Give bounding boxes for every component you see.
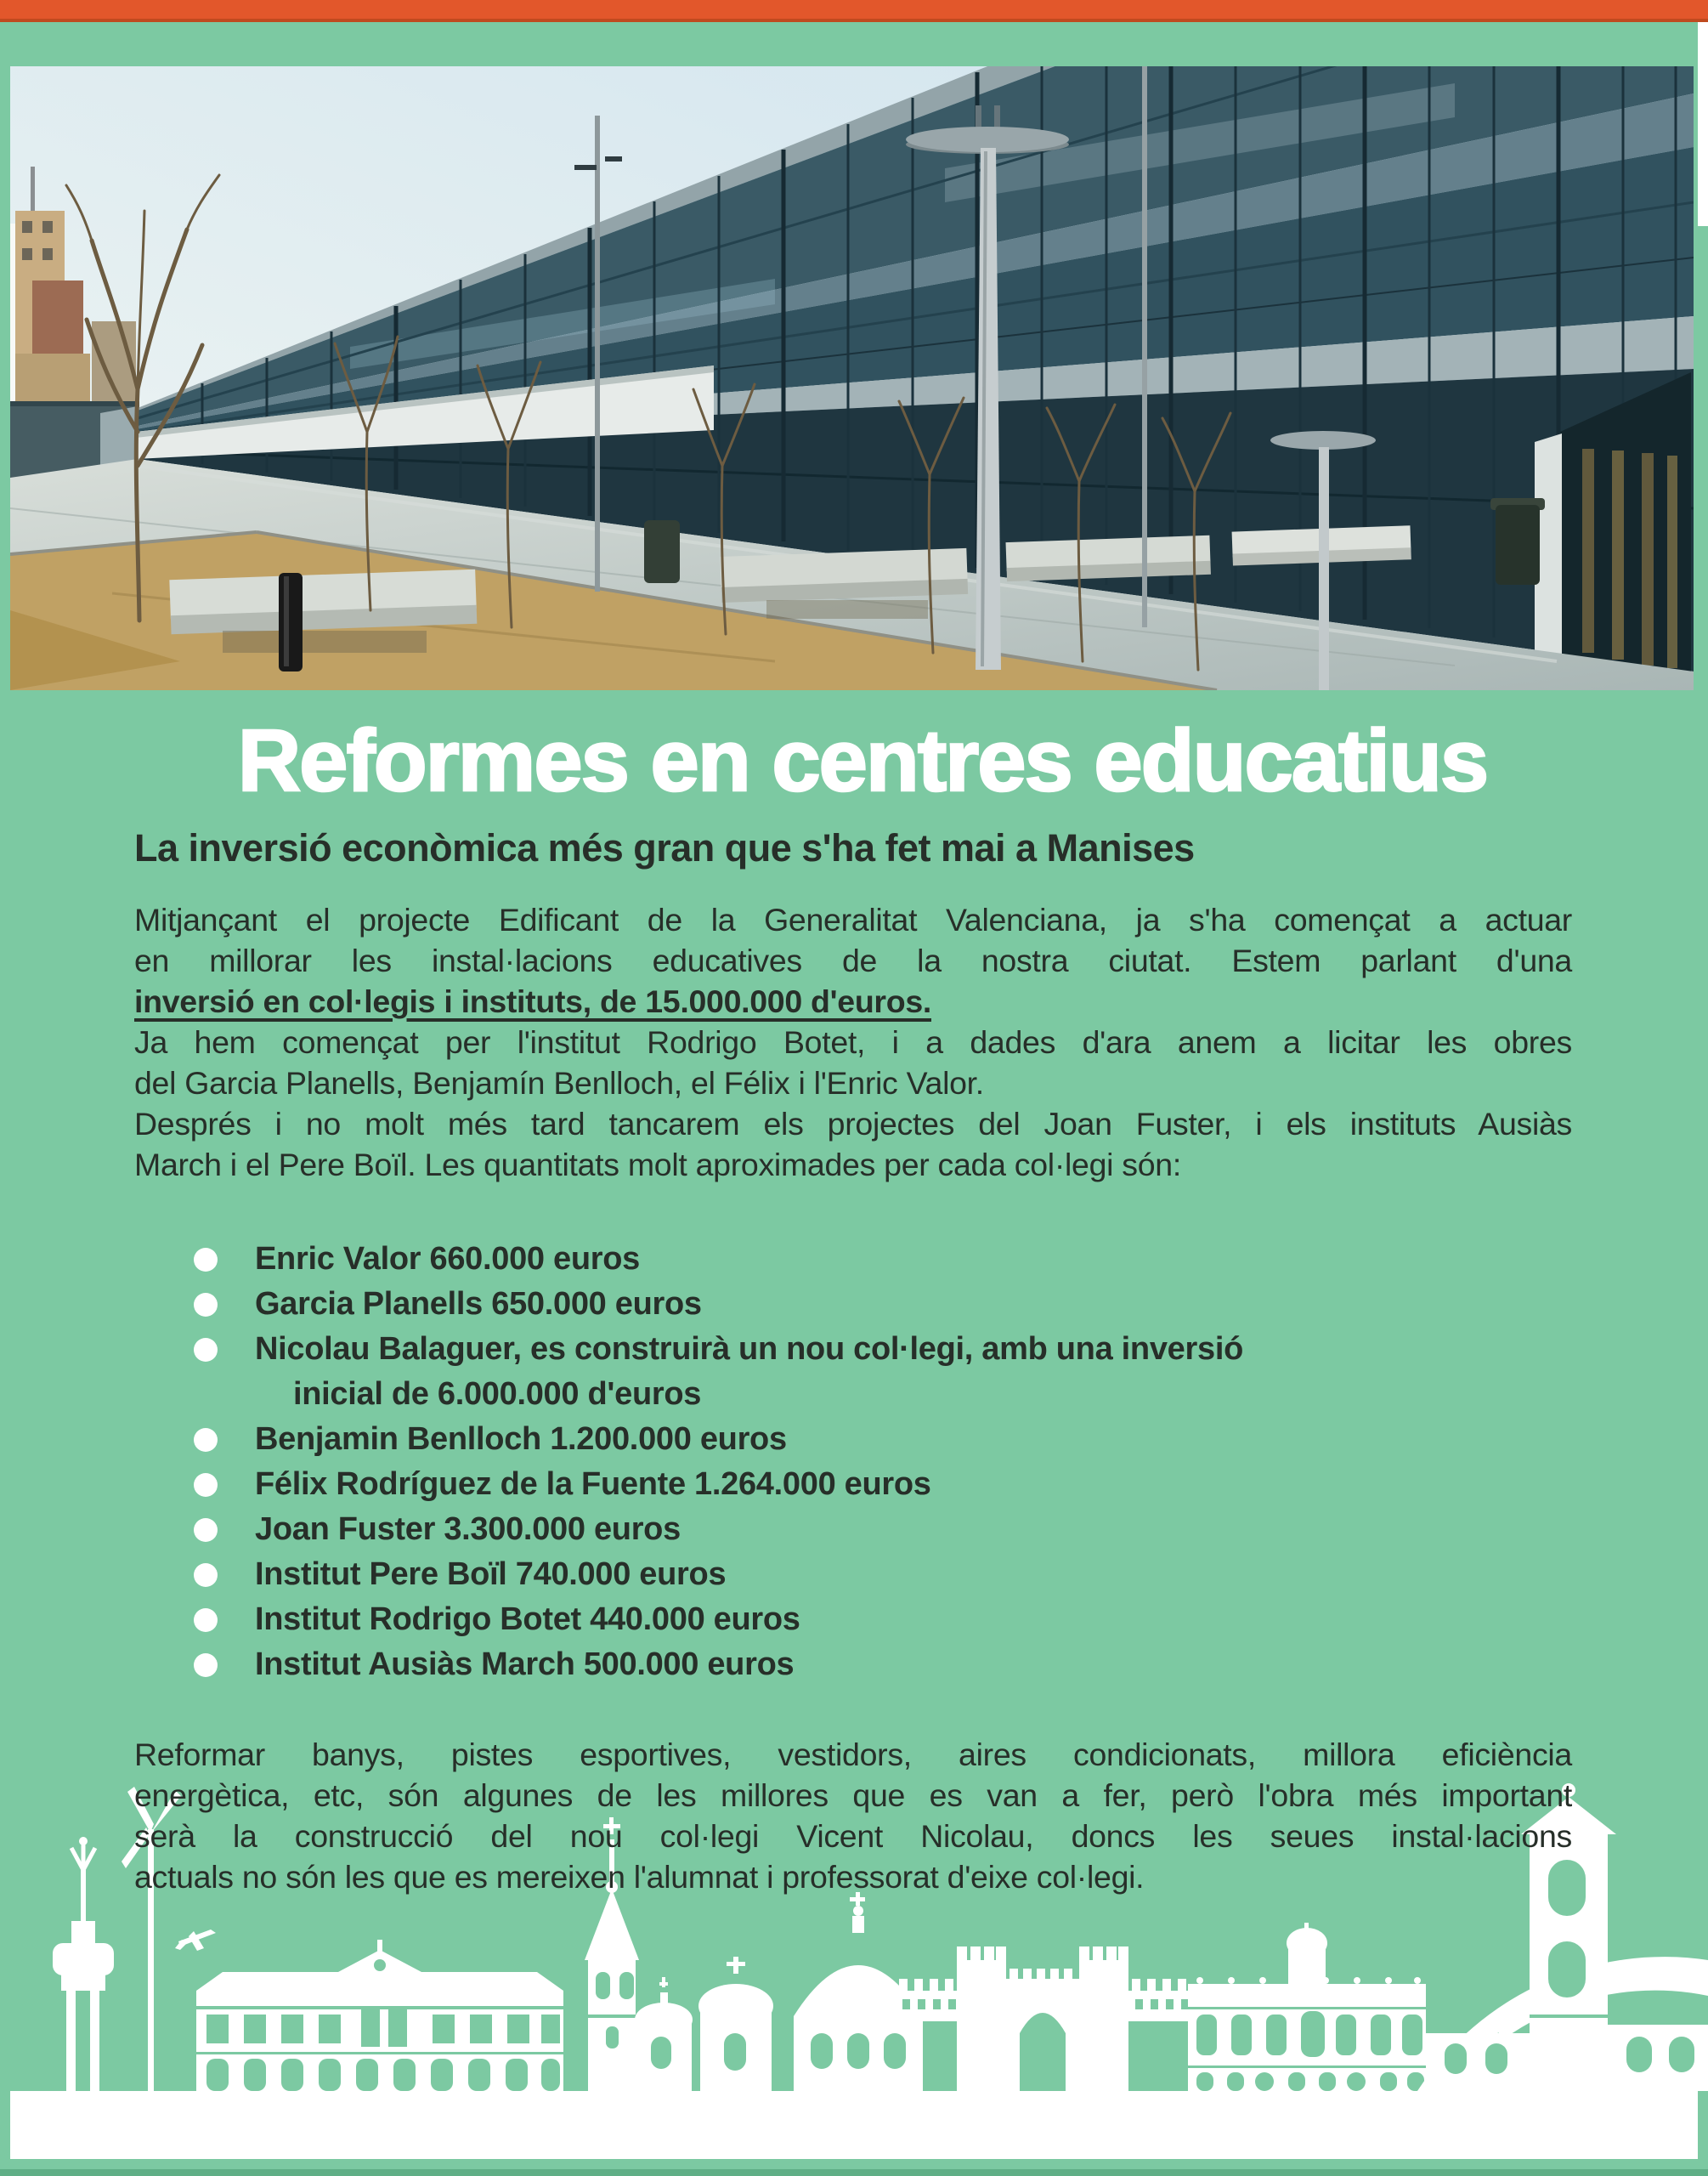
control-tower [53, 1837, 114, 2093]
intro-line: Ja hem començat per l'institut Rodrigo Botet, i a dades d'ara anem a licitar les obres [134, 1024, 1572, 1060]
list-item [194, 1282, 1243, 1327]
trash-bin [1496, 505, 1540, 585]
list-item-label: Benjamin Benlloch 1.200.000 euros [255, 1421, 787, 1457]
school-photo-illustration [10, 66, 1694, 690]
list-item-label: Nicolau Balaguer, es construirà un nou col·legi, amb una inversió [255, 1331, 1243, 1367]
school-photo [10, 66, 1694, 690]
list-item-label: Félix Rodríguez de la Fuente 1.264.000 euros [255, 1466, 931, 1502]
intro-paragraph [134, 899, 1572, 1185]
bullet-dot [194, 1473, 218, 1497]
closing-line: serà la construcció del nou col·legi Vicent Nicolau, doncs les seues instal·lacions [134, 1818, 1572, 1854]
list-item [194, 1597, 1243, 1642]
investment-list [194, 1237, 1243, 1687]
bullet-dot [194, 1428, 218, 1452]
list-item-label: Institut Rodrigo Botet 440.000 euros [255, 1601, 800, 1637]
list-item [194, 1327, 1243, 1372]
list-item-label: Garcia Planells 650.000 euros [255, 1286, 702, 1322]
list-item-label: inicial de 6.000.000 d'euros [293, 1376, 702, 1412]
list-item [194, 1237, 1243, 1282]
page-title: Reformes en centres educatius [237, 711, 1488, 809]
trash-bin [644, 520, 680, 583]
list-item-label: Enric Valor 660.000 euros [255, 1241, 640, 1277]
list-item-label: Joan Fuster 3.300.000 euros [255, 1511, 681, 1547]
ornate-palace [1188, 1923, 1426, 2091]
closing-line: actuals no són les que es mereixen l'alumnat i professorat d'eixe col·legi. [134, 1859, 1145, 1895]
bullet-dot [194, 1338, 218, 1362]
bullet-dot [194, 1293, 218, 1317]
list-item [194, 1507, 1243, 1552]
intro-line-highlight: inversió en col·legis i instituts, de 15.000.000 d'euros. [134, 983, 931, 1019]
airplane-icon [175, 1930, 216, 1951]
closing-paragraph [134, 1734, 1572, 1897]
list-item [194, 1642, 1243, 1687]
page-subtitle: La inversió econòmica més gran que s'ha fet mai a Manises [134, 826, 1195, 870]
list-item-continuation [194, 1372, 1243, 1417]
intro-line: en millorar les instal·lacions educatives de la nostra ciutat. Estem parlant d'una [134, 943, 1572, 978]
town-hall [196, 1940, 563, 2091]
closing-line: Reformar banys, pistes esportives, vestidors, aires condicionats, millora eficiència [134, 1737, 1572, 1772]
list-item [194, 1552, 1243, 1597]
bollard [279, 573, 303, 672]
intro-line: March i el Pere Boïl. Les quantitats molt aproximades per cada col·legi són: [134, 1147, 1181, 1182]
intro-line: Després i no molt més tard tancarem els projectes del Joan Fuster, i els instituts Ausiàs [134, 1106, 1572, 1142]
list-item-label: Institut Pere Boïl 740.000 euros [255, 1556, 727, 1592]
small-church [698, 1957, 773, 2091]
bullet-dot [194, 1248, 218, 1272]
bullet-dot [194, 1518, 218, 1542]
bullet-dot [194, 1653, 218, 1677]
bullet-dot [194, 1608, 218, 1632]
list-item-label: Institut Ausiàs March 500.000 euros [255, 1646, 795, 1682]
castle-gate [896, 1946, 1189, 2093]
top-accent-bar [0, 0, 1708, 22]
closing-line: energètica, etc, són algunes de les millores que es van a fer, però l'obra més important [134, 1777, 1572, 1813]
intro-line: Mitjançant el projecte Edificant de la Generalitat Valenciana, ja s'ha començat a actuar [134, 902, 1572, 938]
right-margin-accent [1698, 22, 1708, 226]
bullet-dot [194, 1563, 218, 1587]
list-item [194, 1417, 1243, 1462]
intro-line: del Garcia Planells, Benjamín Benlloch, el Félix i l'Enric Valor. [134, 1065, 984, 1101]
list-item [194, 1462, 1243, 1507]
